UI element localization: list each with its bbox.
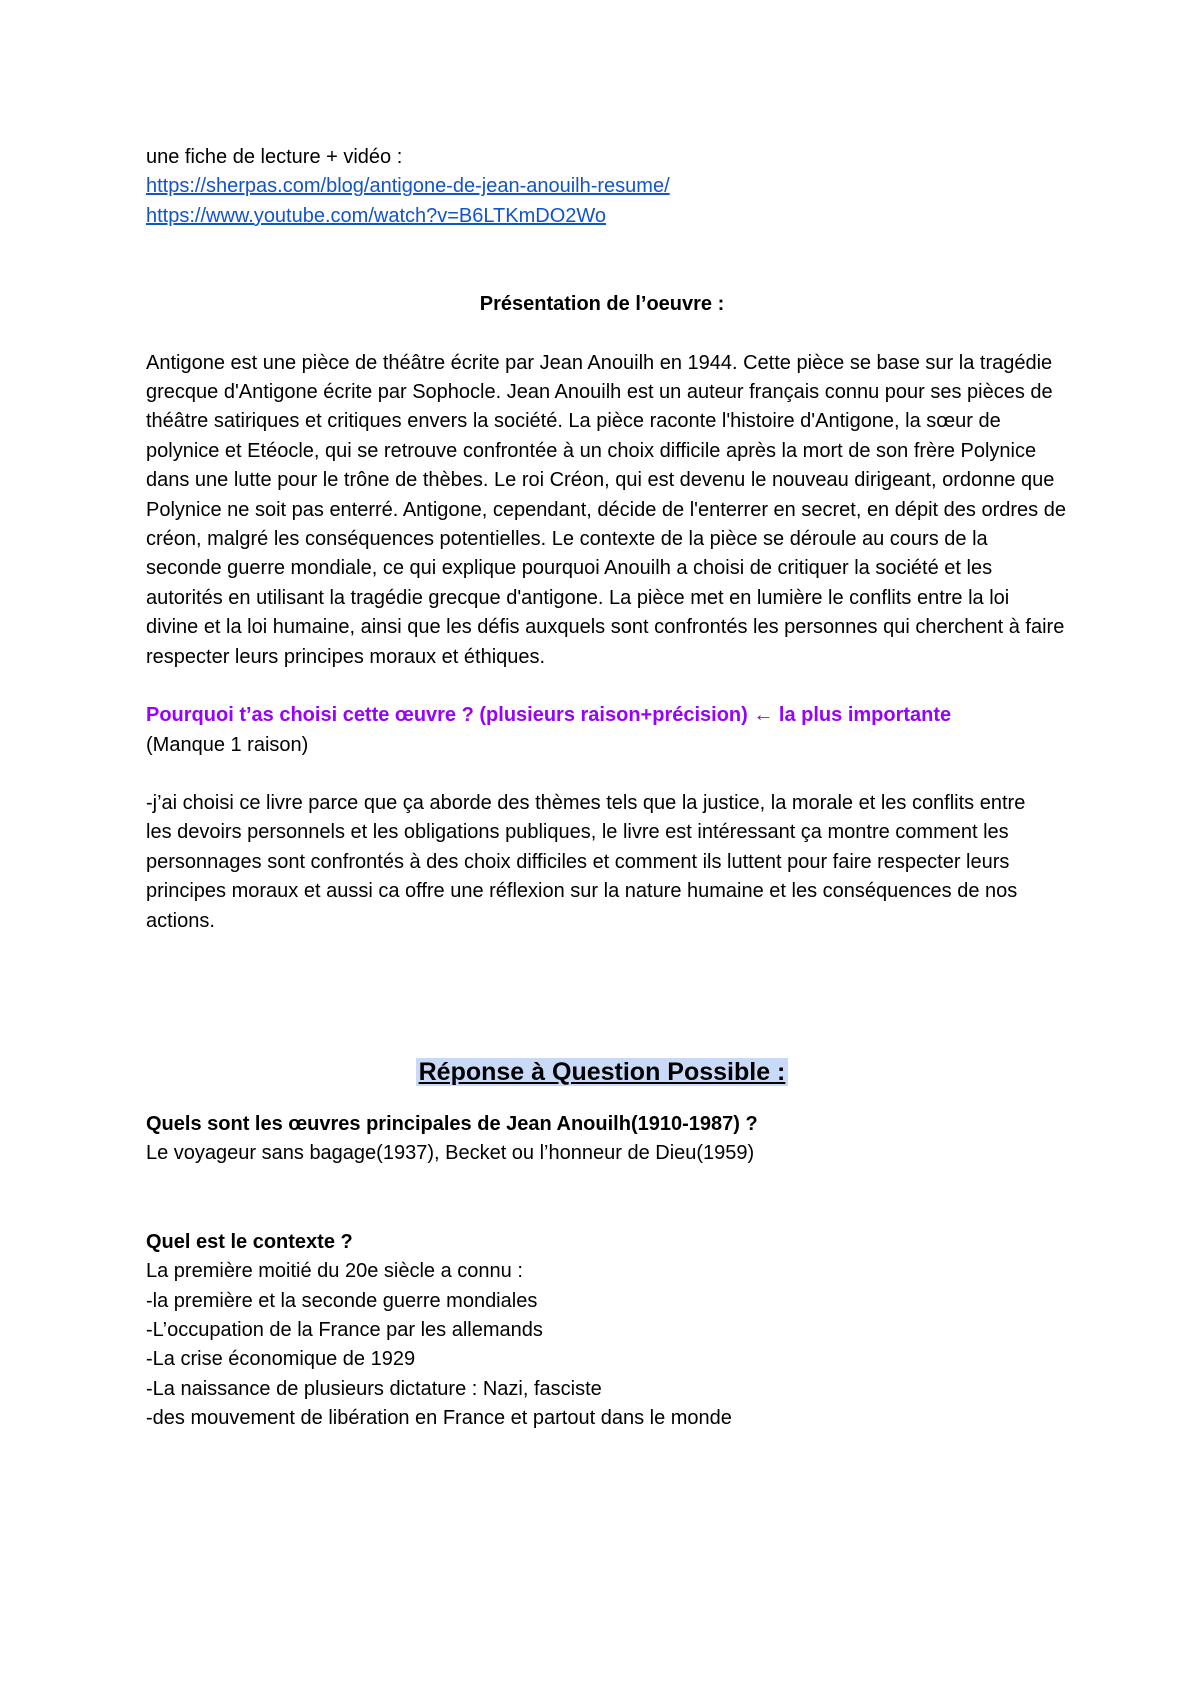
why-question: Pourquoi t’as choisi cette œuvre ? (plusieurs raison+précision) ← la plus importante [146,704,952,727]
sherpas-link[interactable]: https://sherpas.com/blog/antigone-de-jean-anouilh-resume/ [146,175,670,198]
list-item: -la première et la seconde guerre mondiales [146,1289,538,1312]
youtube-link[interactable]: https://www.youtube.com/watch?v=B6LTKmDO2Wo [146,204,607,227]
presentation-body: Antigone est une pièce de théâtre écrite par Jean Anouilh en 1944. Cette pièce se base sur la tragédie grecque d'Antigone écrite par Sophocle. Jean Anouilh est un auteur français connu pour ses pièces de théâtre satiriques et critiques envers la société. La pièce raconte l'histoire d'Antigone, la sœur de polynice et Etéocle, qui se retrouve confrontée à un choix difficile après la mort de son frère Polynice dans une lutte pour le trône de thèbes. Le roi Créon, qui est devenu le nouveau dirigeant, ordonne que Polynice ne soit pas enterré. Antigone, cependant, décide de l'enterrer en secret, en dépit des ordres de créon, malgré les conséquences potentielles. Le contexte de la pièce se déroule au cours de la seconde guerre mondiale, ce qui explique pourquoi Anouilh a choisi de critiquer la société et les autorités en utilisant la tragédie grecque d'antigone. La pièce met en lumière le conflits entre la loi divine et la loi humaine, ainsi que les défis auxquels sont confrontés les personnes qui cherchent à faire respecter leurs principes moraux et éthiques. [146,351,1066,668]
context-list [146,1287,1066,1434]
list-item: -La naissance de plusieurs dictature : Nazi, fasciste [146,1377,602,1400]
why-answer: -j’ai choisi ce livre parce que ça aborde des thèmes tels que la justice, la morale et les conflits entre les devoirs personnels et les obligations publiques, le livre est intéressant ça montre comment les personnages sont confrontés à des choix difficiles et comment ils luttent pour faire respecter leurs principes moraux et aussi ca offre une réflexion sur la nature humaine et les conséquences de nos actions. [146,791,1026,932]
answers-title-text: Réponse à Question Possible : [416,1058,789,1086]
question-works: Quels sont les œuvres principales de Jean Anouilh(1910-1987) ? [146,1112,758,1135]
list-item: -La crise économique de 1929 [146,1348,416,1371]
answer-context-intro: La première moitié du 20e siècle a connu : [146,1260,523,1283]
question-context: Quel est le contexte ? [146,1230,353,1253]
presentation-title: Présentation de l’oeuvre : [479,293,725,316]
list-item: -des mouvement de libération en France et partout dans le monde [146,1407,732,1430]
answer-works: Le voyageur sans bagage(1937), Becket ou l’honneur de Dieu(1959) [146,1142,755,1165]
document-page [146,143,1066,1434]
intro-label: une fiche de lecture + vidéo : [146,146,403,168]
list-item: -L’occupation de la France par les allemands [146,1318,543,1341]
answers-title [146,1054,1058,1090]
why-note: (Manque 1 raison) [146,733,309,756]
